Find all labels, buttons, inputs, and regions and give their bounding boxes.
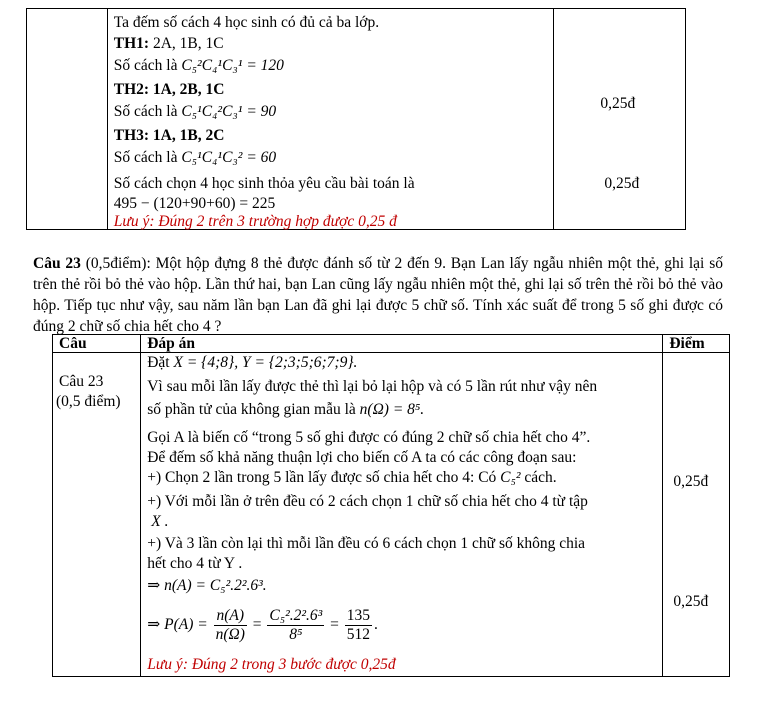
score-value: 0,25đ — [673, 593, 709, 610]
question-label: Câu 23 — [59, 373, 104, 390]
table-header-row — [53, 335, 730, 353]
answer-cell-top — [107, 9, 554, 230]
case-line: TH1: 2A, 1B, 1C — [113, 35, 224, 52]
case-line: TH2: 1A, 2B, 1C — [113, 81, 225, 98]
answer-line: số phần tử của không gian mẫu là n(Ω) = 8⁵. — [147, 401, 425, 418]
answer-line: ⇒ n(A) = C₅².2².6³. — [147, 577, 267, 594]
note-line: Lưu ý: Đúng 2 trong 3 bước được 0,25đ — [147, 656, 396, 673]
note-line: Lưu ý: Đúng 2 trên 3 trường hợp được 0,25 đ — [113, 213, 397, 230]
fraction: $\frac{135}{512}$ — [346, 607, 371, 643]
formula-line: Số cách là C₅²C₄¹C₃¹ = 120 — [113, 57, 284, 74]
answer-table — [52, 334, 730, 677]
fraction: $\frac{\text{C₅².2².6³}}{\text{8⁵}}$ — [269, 607, 323, 643]
case-line: TH3: 1A, 1B, 2C — [113, 127, 225, 144]
score-value: 0,25đ — [600, 95, 636, 112]
header-dap-an: Đáp án — [141, 335, 663, 353]
question-cell — [53, 353, 141, 677]
fraction: $\frac{n(A)}{n(\Omega)}$ — [215, 607, 245, 643]
text-line: 495 − (120+90+60) = 225 — [113, 195, 276, 212]
formula-line: Số cách là C₅¹C₄¹C₃² = 60 — [113, 149, 277, 166]
score-value: 0,25đ — [673, 473, 709, 490]
answer-line: Đặt X = {4;8}, Y = {2;3;5;6;7;9}. — [147, 354, 358, 371]
text-line: Số cách chọn 4 học sinh thỏa yêu cầu bài toán là — [113, 175, 415, 192]
answer-line: Vì sau mỗi lần lấy được thẻ thì lại bỏ lại hộp và có 5 lần rút như vậy nên — [147, 378, 598, 395]
text-line: Ta đếm số cách 4 học sinh có đủ cả ba lớp. — [113, 14, 380, 31]
question-paragraph: Câu 23 (0,5điểm): Một hộp đựng 8 thẻ được đánh số từ 2 đến 9. Bạn Lan lấy ngẫu nhiên một thẻ, ghi lại số trên thẻ rồi bỏ thẻ vào hộp. Lần thứ hai, bạn Lan cũng lấy ngẫu nhiên một thẻ, ghi lại số trên thẻ rồi bỏ thẻ vào hộp. Tiếp tục như vậy, sau năm lần bạn Lan đã ghi lại được 5 chữ số. Tính xác suất để trong 5 số ghi được có đúng 2 chữ số chia hết cho 4 ? — [33, 255, 723, 335]
solution-table-top — [26, 8, 686, 230]
question-cell-empty — [27, 9, 108, 230]
answer-line: X . — [151, 513, 169, 530]
answer-cell — [141, 353, 663, 677]
header-diem: Điểm — [663, 335, 730, 353]
table-row — [53, 353, 730, 677]
score-cell — [663, 353, 730, 677]
question-points: (0,5 điểm) — [56, 393, 121, 410]
answer-line: hết cho 4 từ Y . — [147, 555, 243, 572]
answer-line: Để đếm số khả năng thuận lợi cho biến cố A ta có các công đoạn sau: — [147, 449, 577, 466]
score-cell-top — [554, 9, 686, 230]
answer-line: +) Chọn 2 lần trong 5 lần lấy được số chia hết cho 4: Có C₅² cách. — [147, 469, 557, 486]
answer-line: +) Và 3 lần còn lại thì mỗi lần đều có 6 cách chọn 1 chữ số không chia — [147, 535, 586, 552]
score-value: 0,25đ — [604, 175, 640, 192]
answer-line: Gọi A là biến cố “trong 5 số ghi được có đúng 2 chữ số chia hết cho 4”. — [147, 429, 591, 446]
header-cau: Câu — [53, 335, 141, 353]
formula-line: Số cách là C₅¹C₄²C₃¹ = 90 — [113, 103, 277, 120]
probability-line: ⇒ P(A) = $\frac{n(A)}{n(\Omega)}$ = $\frac{\text{C₅².2².6³}}{\text{8⁵}}$ = $\frac{135}{512}$ . — [147, 607, 378, 643]
answer-line: +) Với mỗi lần ở trên đều có 2 cách chọn 1 chữ số chia hết cho 4 từ tập — [147, 493, 588, 510]
